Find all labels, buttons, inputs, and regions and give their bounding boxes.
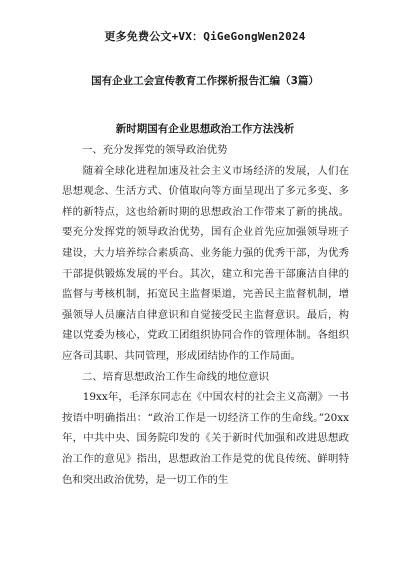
heading-2: 二、培育思想政治工作生命线的地位意识 bbox=[82, 370, 270, 383]
promo-banner: 更多免费公文+VX：QiGeGongWen2024 bbox=[104, 30, 306, 43]
paragraph-2: 19xx年，毛泽东同志在《中国农村的社会主义高潮》一书按语中明确指出：“政治工作是一切经济工作的生命线。”20xx年，中共中央、国务院印发的《关于新时代加强和改进思想政治工作的意见》指出，思想政治工作是党的优良传统、鲜明特色和突出政治优势，是一切工作的生 bbox=[62, 391, 349, 486]
document-title: 国有企业工会宣传教育工作探析报告汇编（3篇） bbox=[91, 75, 319, 87]
paragraph-1: 随着全球化进程加速及社会主义市场经济的发展，人们在思想观念、生活方式、价值取向等方面呈现出了多元多变、多样的新特点，这也给新时期的思想政治工作带来了新的挑战。要充分发挥党的领导政治优势，国有企业首先应加强领导班子建设，大力培养综合素质高、业务能力强的优秀干部，为优秀干部提供锻炼发展的平台。其次，建立和完善干部廉洁自律的监督与考核机制，拓宽民主监督渠道，完善民主监督机制，增强领导人员廉洁自律意识和自觉接受民主监督意识。最后，构建以党委为核心，党政工团组织协同合作的管理体制。各组织应各司其职、共同管理，形成团结协作的工作局面。 bbox=[62, 164, 349, 362]
document-body bbox=[62, 140, 349, 490]
heading-1: 一、充分发挥党的领导政治优势 bbox=[82, 144, 228, 156]
section-title: 新时期国有企业思想政治工作方法浅析 bbox=[115, 123, 295, 135]
